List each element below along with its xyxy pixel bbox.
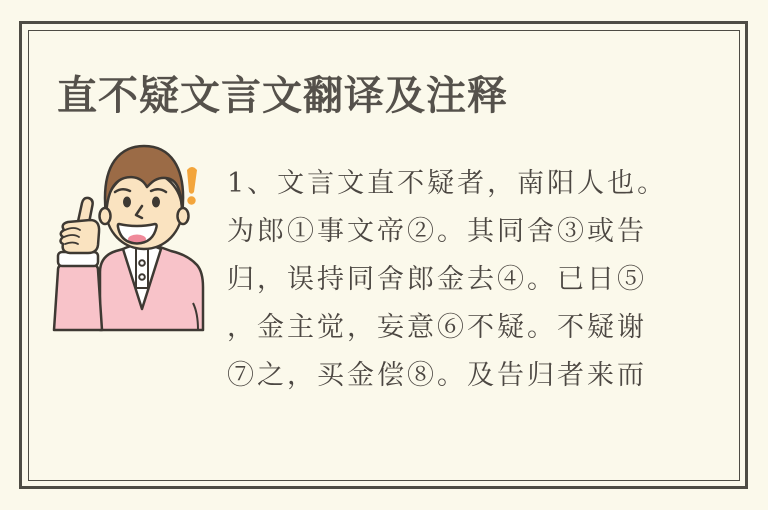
pointing-hand: [54, 198, 102, 330]
text-line: 为郎①事文帝②。其同舍③或告: [227, 216, 647, 247]
text-line: 归，误持同舍郎金去④。已日⑤: [227, 264, 647, 295]
page-title: 直不疑文言文翻译及注释: [57, 74, 508, 118]
left-ear: [100, 208, 111, 224]
right-ear: [178, 208, 189, 224]
exclamation-icon: [187, 167, 197, 205]
boy-pointing-illustration: [30, 120, 230, 400]
text-line: ，金主觉，妄意⑥不疑。不疑谢: [227, 312, 647, 343]
article-text: [227, 160, 667, 400]
right-eye: [152, 197, 160, 208]
text-line: ⑦之，买金偿⑧。及告归者来而: [227, 360, 647, 391]
left-eye: [123, 197, 131, 208]
sleeve: [54, 265, 102, 330]
text-line: 1、文言文直不疑者，南阳人也。: [227, 168, 668, 199]
shirt-button: [139, 260, 145, 266]
shirt-button: [139, 274, 145, 280]
